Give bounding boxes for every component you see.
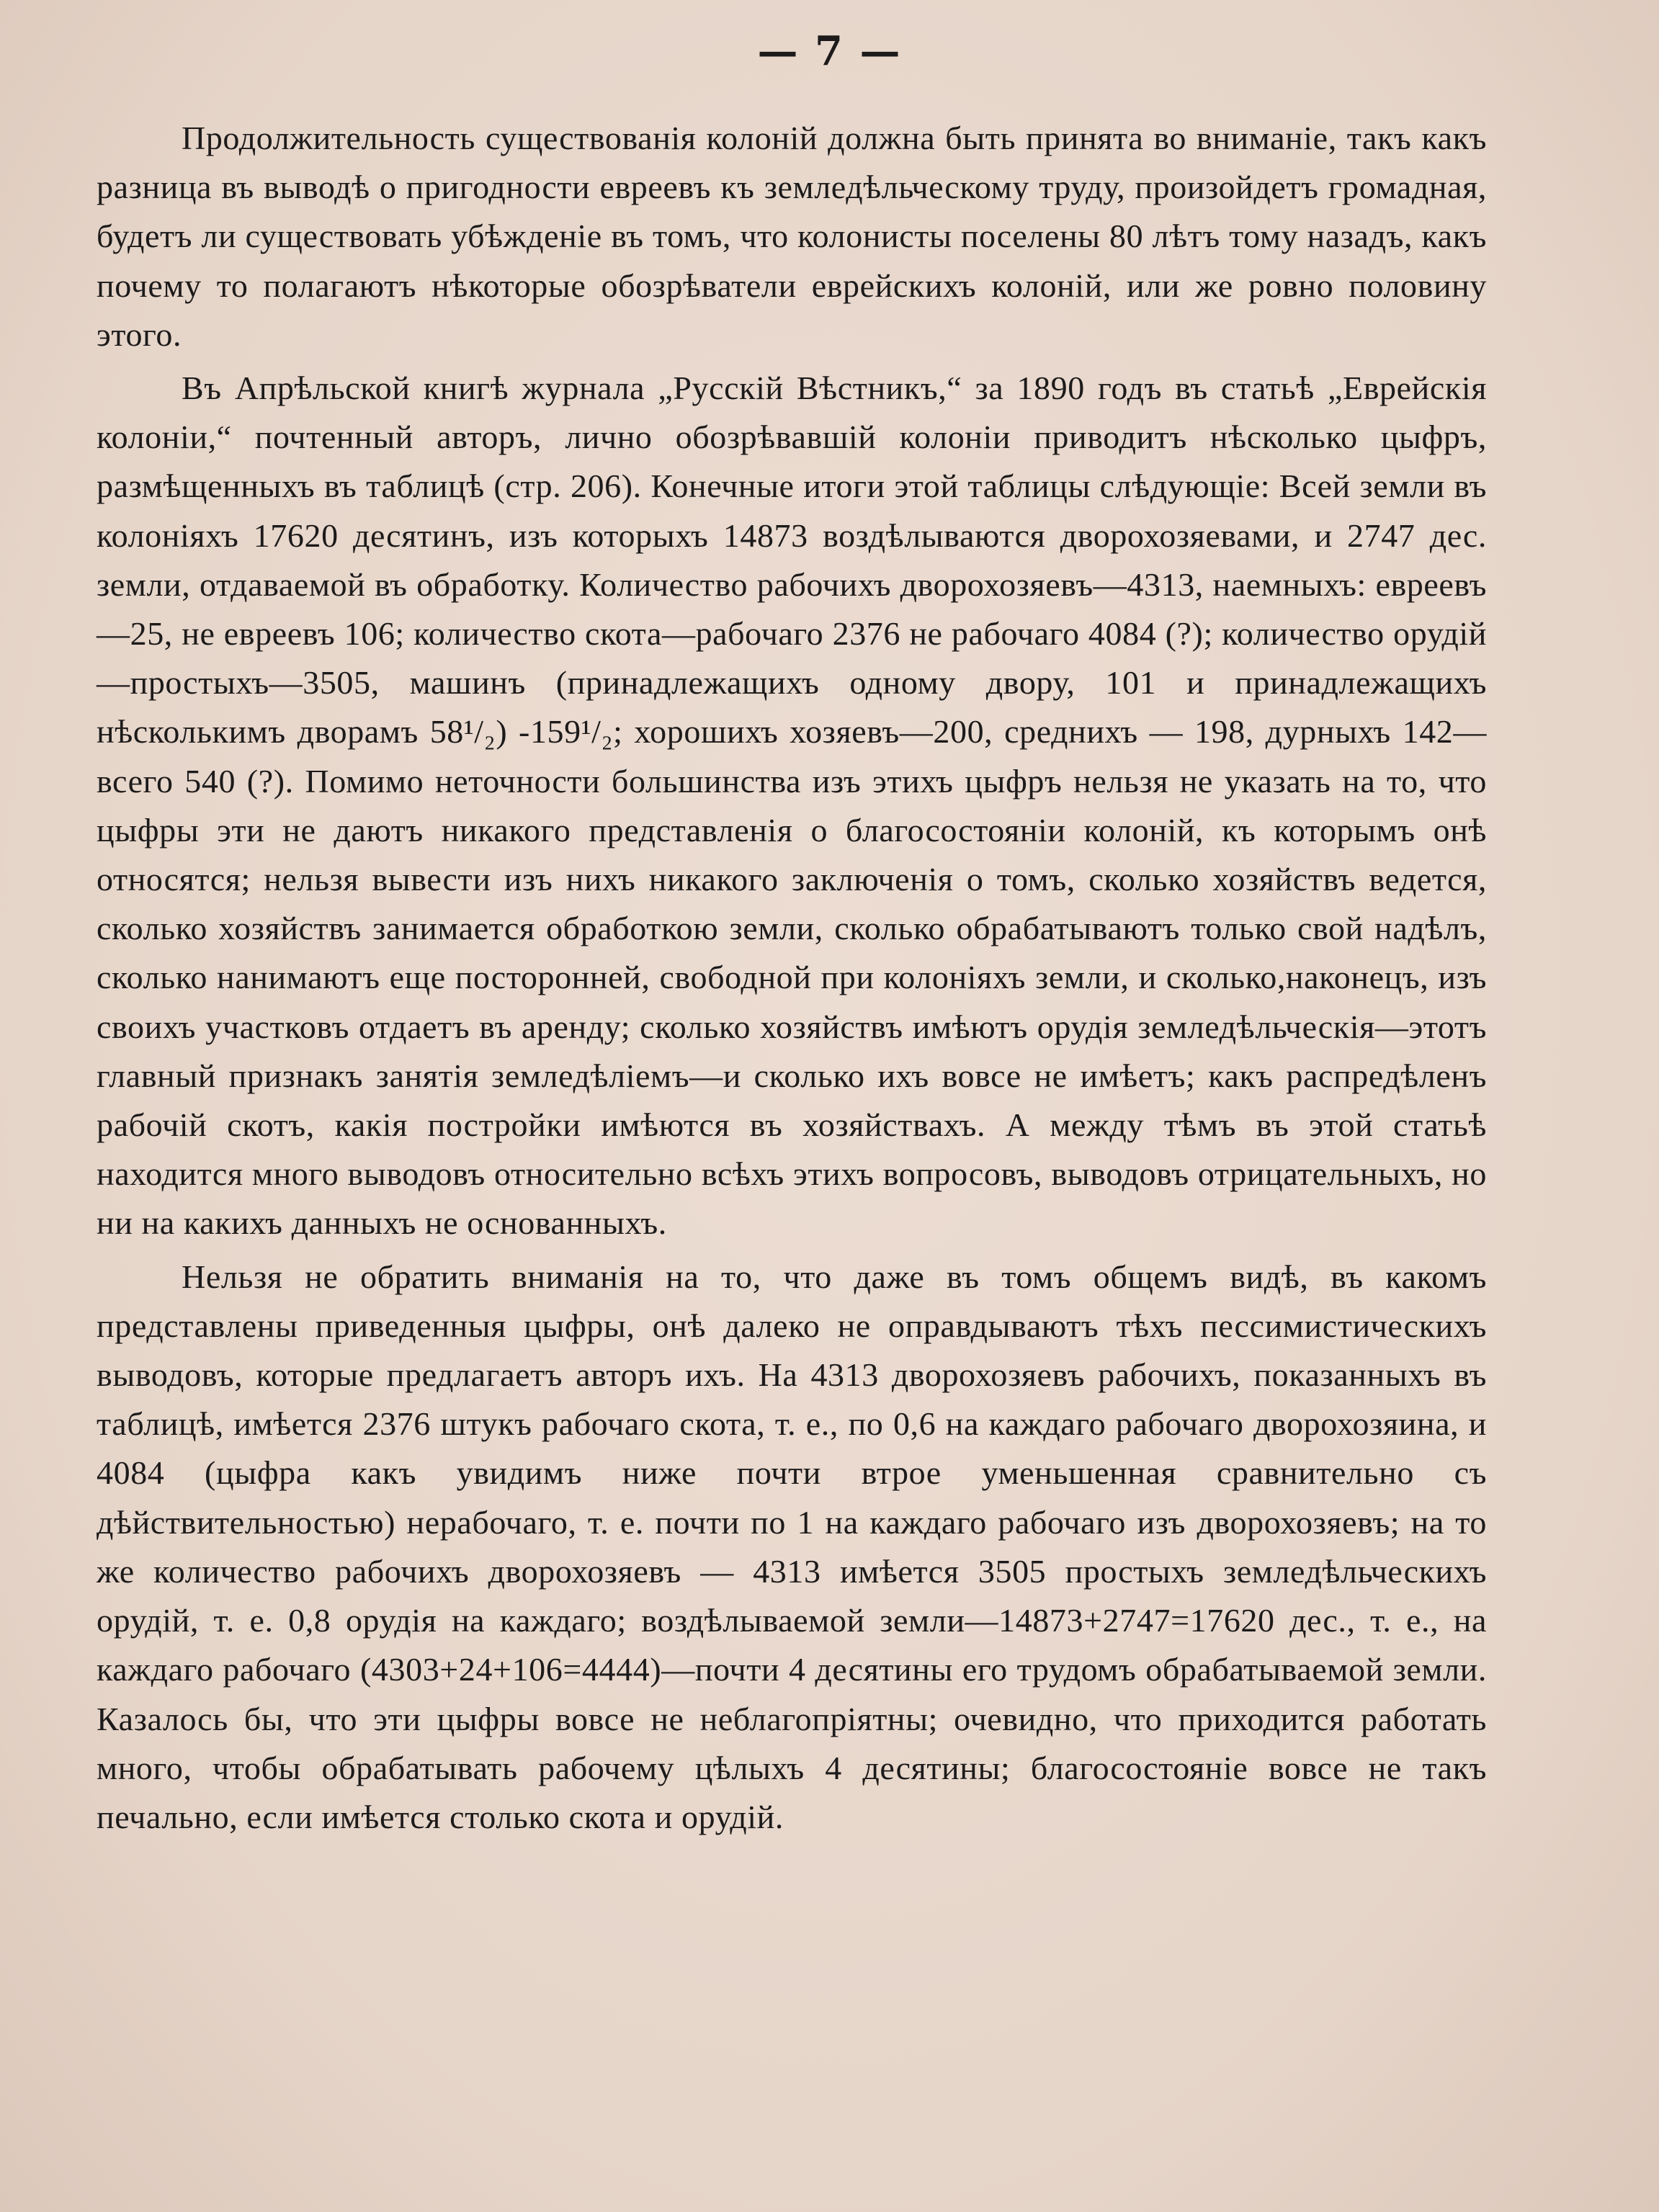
paragraph-3: Нельзя не обратить вниманія на то, что даже въ томъ общемъ видѣ, въ какомъ представлены приведенныя цыфры, онѣ далеко не оправдываютъ тѣхъ пессимистическихъ выводовъ, которые предлагаетъ авторъ ихъ. На 4313 дворохозяевъ рабочихъ, показанныхъ въ таблицѣ, имѣется 2376 штукъ рабочаго скота, т. е., по 0,6 на каждаго рабочаго дворохозяина, и 4084 (цыфра какъ увидимъ ниже почти втрое уменьшенная сравнительно съ дѣйствительностью) нерабочаго, т. е. почти по 1 на каждаго рабочаго изъ дворохозяевъ; на то же количество рабочихъ дворохозяевъ — 4313 имѣется 3505 простыхъ земледѣльческихъ орудій, т. е. 0,8 орудія на каждаго; воздѣлываемой земли—14873+2747=17620 дес., т. е., на каждаго рабочаго (4303+24+106=4444)—почти 4 десятины его трудомъ обрабатываемой земли. Казалось бы, что эти цыфры вовсе не неблагопріятны; очевидно, что приходится работать много, чтобы обрабатывать рабочему цѣлыхъ 4 десятины; благосостояніе вовсе не такъ печально, если имѣется столько скота и орудій. xyxy=(97,1258,1487,1835)
page-text xyxy=(97,114,1487,1842)
paragraph-1: Продолжительность существованія колоній должна быть принята во вниманіе, такъ какъ разница въ выводѣ о пригодности евреевъ къ земледѣльческому труду, произойдетъ громадная, будетъ ли существовать убѣжденіе въ томъ, что колонисты поселены 80 лѣтъ тому назадъ, какъ почему то полагаютъ нѣкоторые обозрѣватели еврейскихъ колоній, или же ровно половину этого. xyxy=(97,120,1487,353)
page-number: — 7 — xyxy=(757,27,902,75)
paragraph-2: Въ Апрѣльской книгѣ журнала „Русскій Вѣстникъ,“ за 1890 годъ въ статьѣ „Еврейскія колоніи,“ почтенный авторъ, лично обозрѣвавшій колоніи приводитъ нѣсколько цыфръ, размѣщенныхъ въ таблицѣ (стр. 206). Конечные итоги этой таблицы слѣдующіе: Всей земли въ колоніяхъ 17620 десятинъ, изъ которыхъ 14873 воздѣлываются дворохозяевами, и 2747 дес. земли, отдаваемой въ обработку. Количество рабочихъ дворохозяевъ—4313, наемныхъ: евреевъ—25, не евреевъ 106; количество скота—рабочаго 2376 не рабочаго 4084 (?); количество орудій—простыхъ—3505, машинъ (принадлежащихъ одному двору, 101 и принадлежащихъ нѣсколькимъ дворамъ 58¹/₂) -159¹/₂; хорошихъ хозяевъ—200, среднихъ — 198, дурныхъ 142—всего 540 (?). Помимо неточности большинства изъ этихъ цыфръ нельзя не указать на то, что цыфры эти не даютъ никакого представленія о благосостояніи колоній, къ которымъ онѣ относятся; нельзя вывести изъ нихъ никакого заключенія о томъ, сколько хозяйствъ ведется, сколько хозяйствъ занимается обработкою земли, сколько обрабатываютъ только свой надѣлъ, сколько нанимаютъ еще посторонней, свободной при колоніяхъ земли, и сколько,наконецъ, изъ своихъ участковъ отдаетъ въ аренду; сколько хозяйствъ имѣютъ орудія земледѣльческія—этотъ главный признакъ занятія земледѣліемъ—и сколько ихъ вовсе не имѣетъ; какъ распредѣленъ рабочій скотъ, какія постройки имѣются въ хозяйствахъ. А между тѣмъ въ этой статьѣ находится много выводовъ относительно всѣхъ этихъ вопросовъ, выводовъ отрицательныхъ, но ни на какихъ данныхъ не основанныхъ. xyxy=(97,370,1487,1242)
